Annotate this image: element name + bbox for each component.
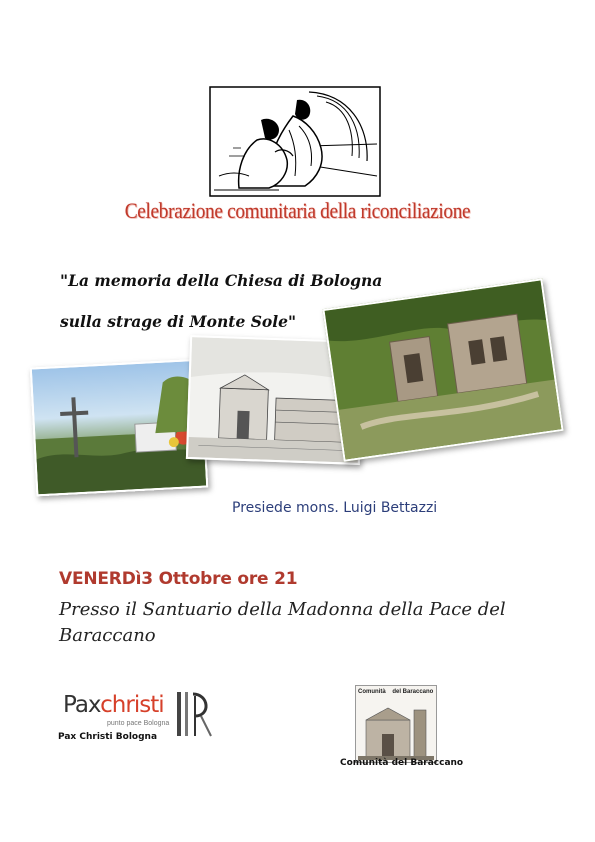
- event-time: ore 21: [237, 569, 298, 589]
- event-place: Presso il Santuario della Madonna della Pace del Baraccano: [59, 599, 506, 646]
- event-title: Celebrazione comunitaria della riconciliazione: [124, 198, 471, 223]
- event-day: VENERDì3 Ottobre: [59, 569, 232, 589]
- presiede-text: Presiede mons. Luigi Bettazzi: [232, 500, 438, 516]
- pax-christi-caption: Pax Christi Bologna: [58, 732, 158, 742]
- pax-word: Pax: [63, 692, 101, 718]
- baraccano-logo: [355, 685, 437, 763]
- baraccano-logo-header: Comunità del Baraccano: [358, 689, 434, 695]
- quote-line-2: sulla strage di Monte Sole": [60, 312, 297, 331]
- event-date: [59, 569, 297, 589]
- photo-ruins-monte-sole: [322, 278, 563, 461]
- pax-subtitle: punto pace Bologna: [107, 720, 170, 727]
- photo-monte-sole-memorial: [30, 359, 209, 497]
- pax-emblem-icon: [171, 688, 219, 740]
- baraccano-caption: Comunità del Baraccano: [340, 758, 464, 768]
- quote-line-1: "La memoria della Chiesa di Bologna: [60, 271, 383, 290]
- christi-word: christi: [100, 692, 164, 718]
- illustration-reconciliation: [209, 86, 381, 197]
